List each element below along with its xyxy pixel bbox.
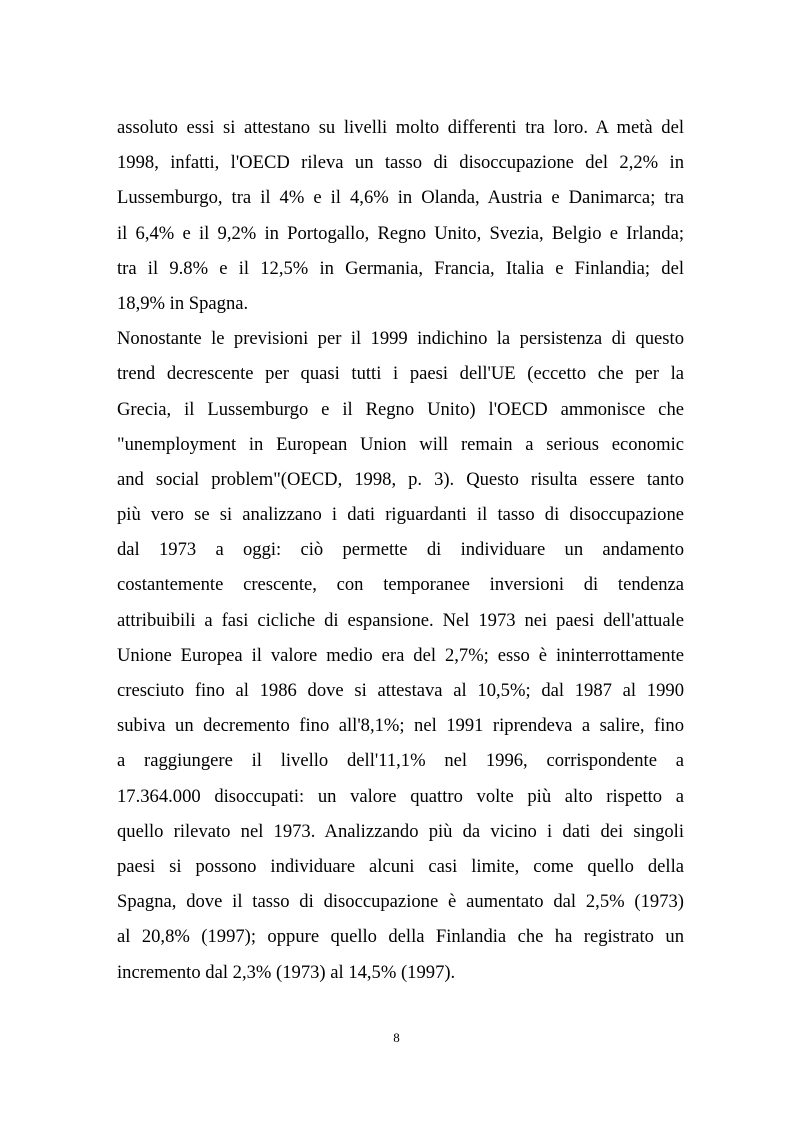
text-line: subiva un decremento fino all'8,1%; nel 1991 riprendeva a salire, fino (117, 715, 684, 737)
text-line: dal 1973 a oggi: ciò permette di individuare un andamento (117, 539, 684, 561)
text-line: attribuibili a fasi cicliche di espansione. Nel 1973 nei paesi dell'attuale (117, 609, 684, 631)
text-line: tra il 9.8% e il 12,5% in Germania, Francia, Italia e Finlandia; del (117, 257, 684, 279)
text-line: assoluto essi si attestano su livelli molto differenti tra loro. A metà del (117, 117, 684, 138)
text-line: Lussemburgo, tra il 4% e il 4,6% in Olanda, Austria e Danimarca; tra (117, 187, 684, 209)
text-line: cresciuto fino al 1986 dove si attestava al 10,5%; dal 1987 al 1990 (117, 680, 684, 701)
text-line: Unione Europea il valore medio era del 2,7%; esso è ininterrottamente (117, 644, 684, 666)
text-line: quello rilevato nel 1973. Analizzando più da vicino i dati dei singoli (117, 820, 684, 842)
text-line: Spagna, dove il tasso di disoccupazione è aumentato dal 2,5% (1973) (117, 891, 684, 913)
text-line: and social problem"(OECD, 1998, p. 3). Questo risulta essere tanto (117, 468, 684, 490)
text-line: a raggiungere il livello dell'11,1% nel 1996, corrispondente a (117, 750, 684, 772)
text-line: 1998, infatti, l'OECD rileva un tasso di disoccupazione del 2,2% in (117, 152, 684, 174)
text-line: più vero se si analizzano i dati riguardanti il tasso di disoccupazione (117, 504, 684, 526)
text-line: Grecia, il Lussemburgo e il Regno Unito) l'OECD ammonisce che (117, 398, 684, 420)
text-line: costantemente crescente, con temporanee inversioni di tendenza (117, 574, 684, 596)
text-line: "unemployment in European Union will remain a serious economic (117, 433, 684, 455)
text-line: 17.364.000 disoccupati: un valore quattro volte più alto rispetto a (117, 785, 684, 807)
text-line: al 20,8% (1997); oppure quello della Finlandia che ha registrato un (117, 926, 684, 948)
text-line: il 6,4% e il 9,2% in Portogallo, Regno Unito, Svezia, Belgio e Irlanda; (117, 222, 684, 244)
text-line: paesi si possono individuare alcuni casi limite, come quello della (117, 855, 684, 877)
page-number: 8 (393, 1030, 400, 1045)
text-line: 18,9% in Spagna. (117, 292, 249, 314)
text-line: trend decrescente per quasi tutti i paesi dell'UE (eccetto che per la (117, 363, 684, 385)
text-line: incremento dal 2,3% (1973) al 14,5% (1997). (117, 961, 456, 983)
body-text (117, 110, 684, 990)
text-line: Nonostante le previsioni per il 1999 indichino la persistenza di questo (117, 328, 684, 350)
